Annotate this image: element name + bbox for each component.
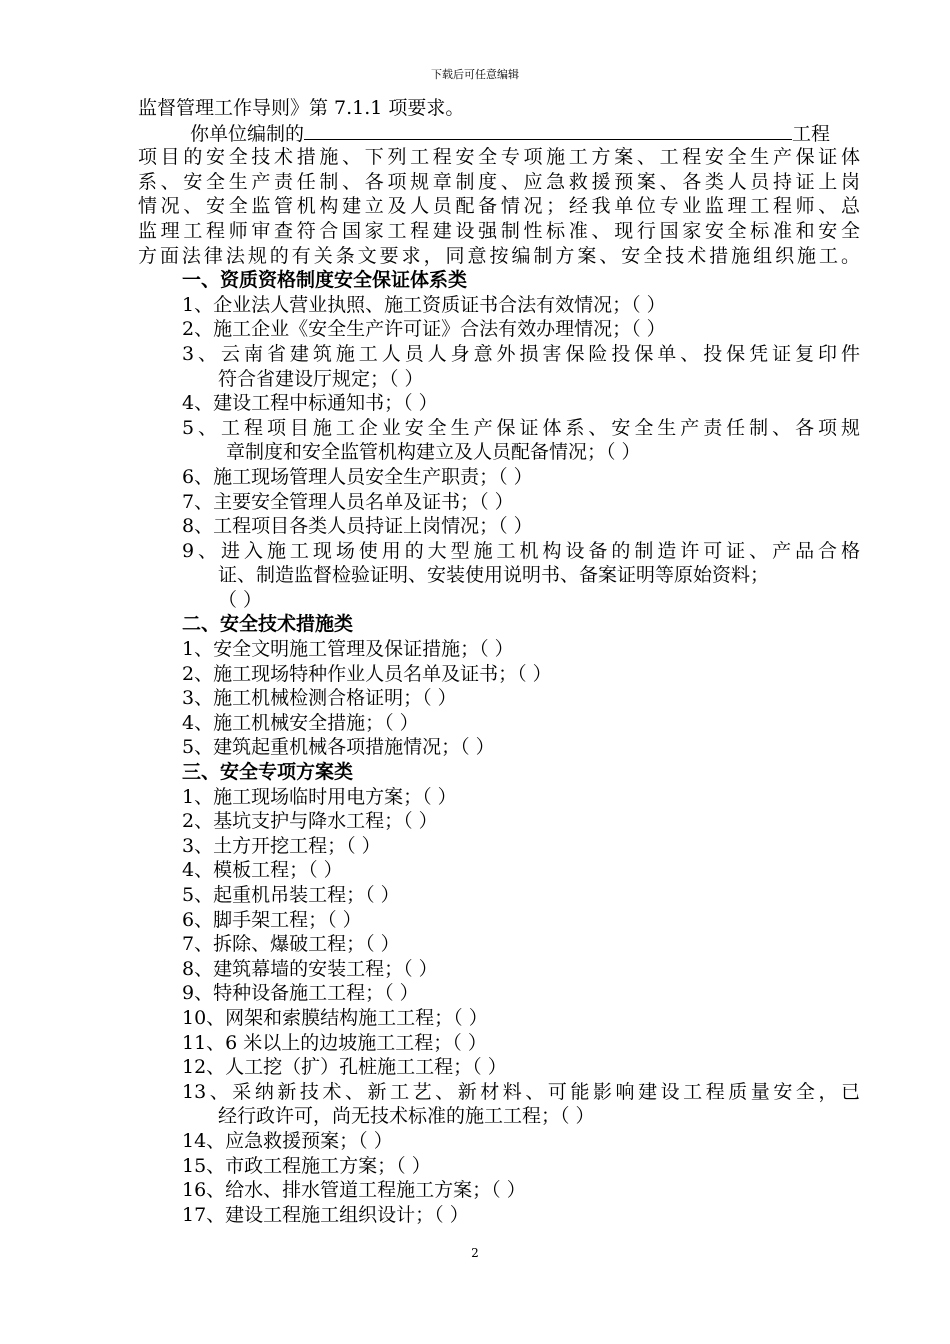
page-number: 2	[471, 1246, 479, 1260]
intro-line-2-prefix: 你单位编制的	[190, 122, 305, 145]
intro-line-6: 监理工程师审查符合国家工程建设强制性标准、现行国家安全标准和安全	[138, 219, 860, 242]
section-2-item: 1、安全文明施工管理及保证措施；（ ）	[182, 638, 514, 661]
section-1-item: 9、进入施工现场使用的大型施工机构设备的制造许可证、产品合格	[182, 539, 860, 562]
section-1-item: 7、主要安全管理人员名单及证书；（ ）	[182, 490, 514, 513]
section-3-item: 3、土方开挖工程；（ ）	[182, 834, 381, 857]
intro-line-4: 系、安全生产责任制、各项规章制度、应急救援预案、各类人员持证上岗	[138, 170, 860, 193]
section-1-item: 1、企业法人营业执照、施工资质证书合法有效情况；（ ）	[182, 293, 666, 316]
intro-line-1: 监督管理工作导则》第 7.1.1 项要求。	[138, 97, 465, 119]
section-1-item: 6、施工现场管理人员安全生产职责；（ ）	[182, 465, 533, 488]
section-3-item: 1、施工现场临时用电方案；（ ）	[182, 785, 457, 808]
section-1-item-cont: （ ）	[218, 588, 263, 611]
section-2-item: 4、施工机械安全措施；（ ）	[182, 711, 419, 734]
intro-line-5: 情况、安全监管机构建立及人员配备情况；经我单位专业监理工程师、总	[138, 195, 860, 218]
section-3-item: 6、脚手架工程；（ ）	[182, 908, 362, 931]
section-2-item: 3、施工机械检测合格证明；（ ）	[182, 687, 457, 710]
section-3-item: 11、6 米以上的边坡施工工程；（ ）	[182, 1031, 487, 1054]
section-1-item: 3、云南省建筑施工人员人身意外损害保险投保单、投保凭证复印件	[182, 342, 860, 365]
section-3-title: 三、安全专项方案类	[182, 761, 354, 784]
section-3-item: 12、人工挖（扩）孔桩施工工程；（ ）	[182, 1056, 507, 1079]
section-3-item: 10、网架和索膜结构施工工程；（ ）	[182, 1006, 488, 1029]
section-1-item: 5、工程项目施工企业安全生产保证体系、安全生产责任制、各项规	[182, 416, 860, 439]
section-3-item: 13、采纳新技术、新工艺、新材料、可能影响建设工程质量安全，已	[182, 1080, 860, 1103]
section-3-item: 17、建设工程施工组织设计；（ ）	[182, 1203, 469, 1226]
document-body	[138, 96, 860, 1227]
section-3-item: 8、建筑幕墙的安装工程；（ ）	[182, 957, 438, 980]
project-name-blank	[304, 121, 792, 140]
section-1-item-cont: 章制度和安全监管机构建立及人员配备情况；（ ）	[226, 441, 641, 464]
section-3-item: 4、模板工程；（ ）	[182, 859, 343, 882]
intro-line-7: 方面法律法规的有关条文要求，同意按编制方案、安全技术措施组织施工。	[138, 244, 860, 267]
section-3-item: 9、特种设备施工工程；（ ）	[182, 982, 419, 1005]
section-3-item: 5、起重机吊装工程；（ ）	[182, 884, 400, 906]
section-1-item: 2、施工企业《安全生产许可证》合法有效办理情况；（ ）	[182, 318, 666, 341]
page-header: 下载后可任意编辑	[431, 68, 519, 81]
intro-line-2	[138, 121, 860, 146]
section-2-title: 二、安全技术措施类	[182, 613, 354, 636]
section-2-item: 5、建筑起重机械各项措施情况；（ ）	[182, 736, 495, 759]
section-1-item-cont: 证、制造监督检验证明、安装使用说明书、备案证明等原始资料；	[218, 564, 770, 587]
section-3-item-cont: 经行政许可，尚无技术标准的施工工程；（ ）	[218, 1105, 595, 1128]
section-3-item: 14、应急救援预案；（ ）	[182, 1129, 393, 1152]
intro-line-2-suffix: 工程	[792, 122, 831, 145]
section-3-item: 16、给水、排水管道工程施工方案；（ ）	[182, 1179, 526, 1202]
section-1-item: 8、工程项目各类人员持证上岗情况；（ ）	[182, 515, 533, 538]
section-1-title: 一、资质资格制度安全保证体系类	[182, 269, 468, 292]
section-1-item-cont: 符合省建设厅规定；（ ）	[218, 367, 424, 390]
section-3-item: 2、基坑支护与降水工程；（ ）	[182, 810, 438, 833]
section-1-item: 4、建设工程中标通知书；（ ）	[182, 392, 438, 415]
section-2-item: 2、施工现场特种作业人员名单及证书；（ ）	[182, 662, 552, 685]
intro-line-3: 项目的安全技术措施、下列工程安全专项施工方案、工程安全生产保证体	[138, 146, 860, 169]
section-3-item: 7、拆除、爆破工程；（ ）	[182, 933, 400, 956]
section-3-item: 15、市政工程施工方案；（ ）	[182, 1154, 431, 1177]
